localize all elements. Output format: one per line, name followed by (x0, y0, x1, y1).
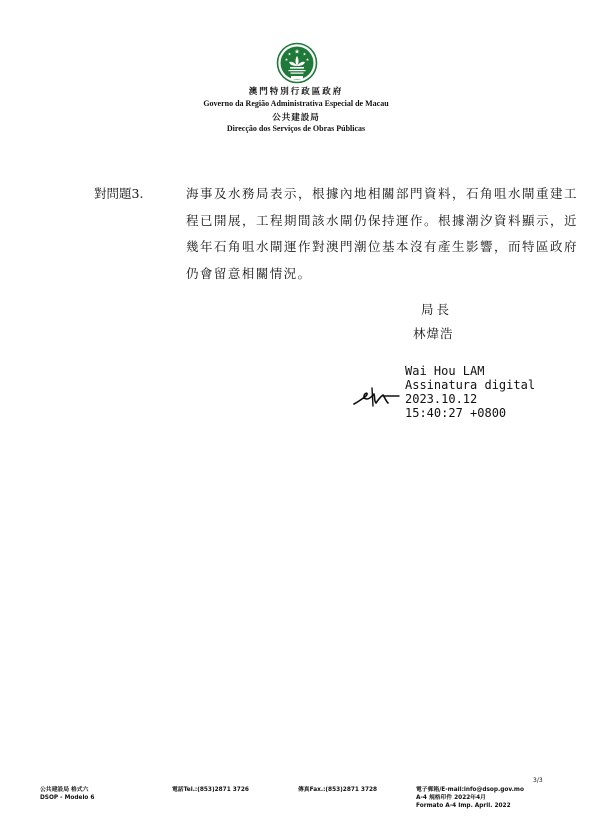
footer-format-zh: A-4 規格印件 2022年4月 (416, 795, 486, 801)
handwritten-signature-icon (352, 382, 402, 410)
signatory-name: 林煒浩 (413, 326, 454, 341)
footer-fax: 傳真Fax.:(853)2871 3728 (298, 787, 378, 793)
government-name-pt: Governo da Região Administrativa Especial de Macau (203, 99, 389, 108)
page-number: 3/3 (533, 777, 543, 784)
digital-signature-date: 2023.10.12 (405, 392, 478, 406)
digital-signature-label: Assinatura digital (405, 378, 536, 392)
answer-paragraph: 海事及水務局表示，根據內地相關部門資料，石角咀水閘重建工程已開展，工程期間該水閘仍保持運作。根據潮汐資料顯示，近幾年石角咀水閘運作對澳門潮位基本沒有產生影響，而特區政府仍會留意相關情況。 (186, 186, 578, 281)
government-name-zh: 澳門特別行政區政府 (248, 87, 344, 97)
footer-model-pt: DSOP - Modelo 6 (40, 795, 95, 801)
macau-sar-emblem-icon (276, 42, 318, 84)
signatory-title: 局長 (421, 302, 453, 317)
footer-model-zh: 公共建設局 格式六 (40, 787, 89, 793)
department-name-zh: 公共建設局 (272, 113, 320, 123)
footer-telephone: 電話Tel.:(853)2871 3726 (172, 787, 249, 793)
footer-format-pt: Formato A-4 Imp. April. 2022 (416, 803, 511, 809)
footer-email: 電子郵箱/E-mail:info@dsop.gov.mo (416, 787, 524, 793)
question-label: 對問題3. (94, 186, 144, 201)
digital-signature-name: Wai Hou LAM (405, 364, 485, 378)
digital-signature-time: 15:40:27 +0800 (405, 406, 507, 420)
department-name-pt: Direcção dos Serviços de Obras Públicas (226, 124, 366, 133)
